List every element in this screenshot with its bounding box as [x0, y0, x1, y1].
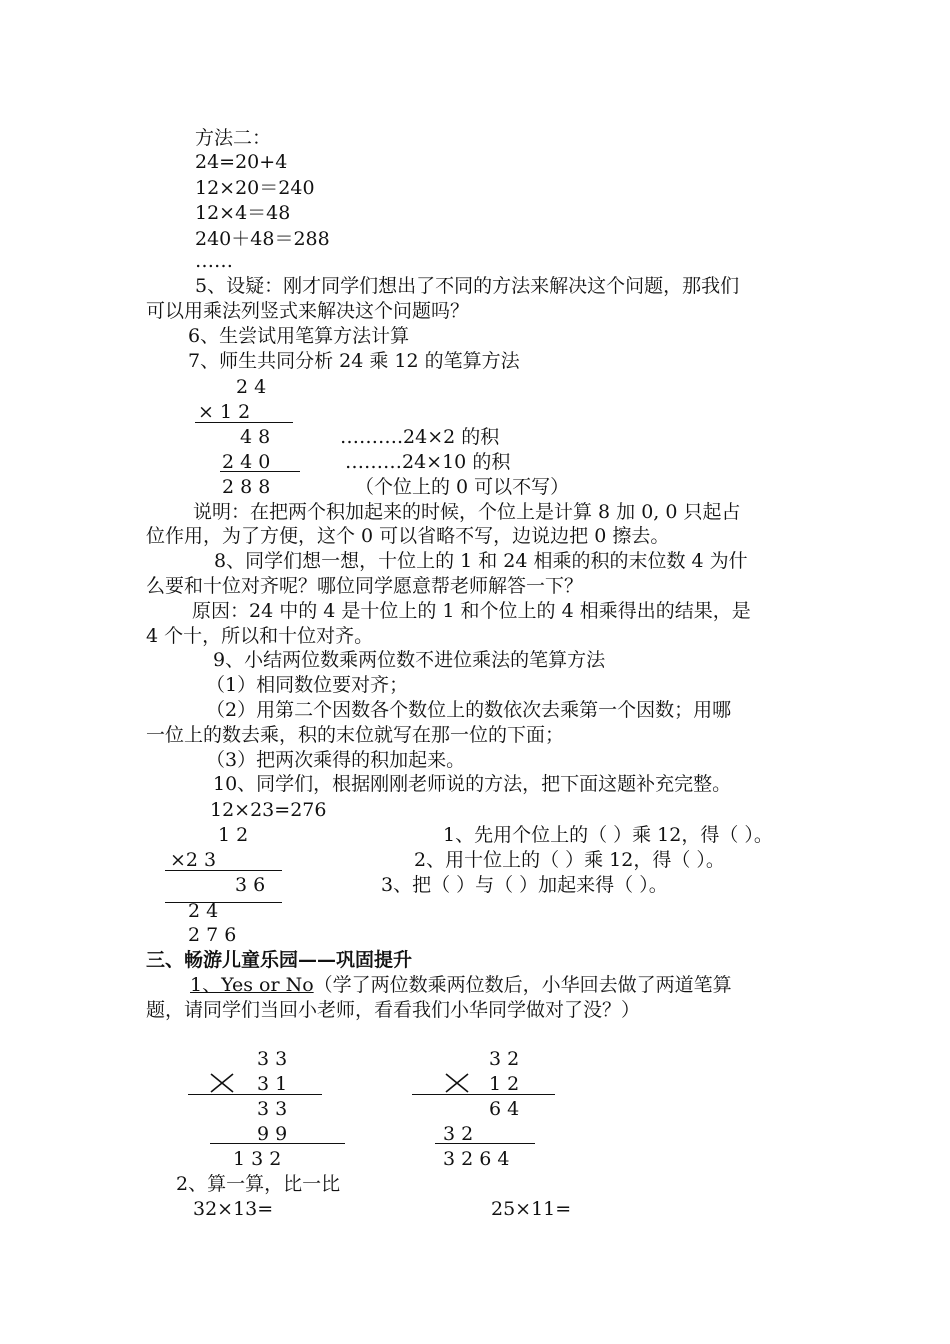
reason-line-1: 原因：24 中的 4 是十位上的 1 和个位上的 4 相乘得出的结果，是 — [192, 600, 751, 622]
step6: 6、生尝试用笔算方法计算 — [188, 325, 410, 347]
method2-line-2: 12×20＝240 — [195, 177, 315, 199]
section3-intro-rest: （学了两位数乘两位数后，小华回去做了两道笔算 — [313, 974, 732, 996]
quizA-times-icon — [209, 1072, 235, 1094]
fill-question-3: 3、把（ ）与（ ）加起来得（ ）。 — [381, 874, 668, 896]
method2-ellipsis: …… — [195, 250, 233, 272]
fill-question-2: 2、用十位上的（ ）乘 12，得（ ）。 — [414, 849, 725, 871]
step7: 7、师生共同分析 24 乘 12 的笔算方法 — [188, 350, 520, 372]
quizB-row3: 6 4 — [489, 1098, 520, 1120]
method2-title: 方法二： — [195, 127, 272, 149]
quizA-row3: 3 3 — [257, 1098, 288, 1120]
calc2-rule-2 — [165, 902, 282, 903]
reason-line-2: 4 个十，所以和十位对齐。 — [146, 625, 374, 647]
section3-intro-line-1 — [190, 973, 732, 997]
calc2-row5: 2 7 6 — [188, 924, 237, 946]
step8-line-2: 么要和十位对齐呢？哪位同学愿意帮老师解答一下？ — [146, 575, 584, 597]
method2-line-4: 240＋48＝288 — [195, 228, 330, 250]
rule-2: （2）用第二个因数各个数位上的数依次去乘第一个因数；用哪 — [206, 699, 732, 721]
quizB-row1: 3 2 — [489, 1048, 520, 1070]
step5-line-1: 5、设疑：刚才同学们想出了不同的方法来解决这个问题，那我们 — [195, 275, 740, 297]
quizB-row4: 3 2 — [443, 1123, 474, 1145]
calc2-rule-1 — [165, 870, 282, 871]
step10: 10、同学们，根据刚刚老师说的方法，把下面这题补充完整。 — [213, 773, 732, 795]
calc1-row4-note: ………24×10 的积 — [345, 451, 511, 473]
calc1-row1: 2 4 — [236, 376, 267, 398]
calc2-row3: 3 6 — [235, 874, 266, 896]
calc2-row2: ×2 3 — [170, 849, 217, 871]
fill-question-1: 1、先用个位上的（ ）乘 12，得（ ）。 — [443, 824, 773, 846]
calc1-rule-1 — [195, 422, 293, 423]
calc1-row5-note: （个位上的 0 可以不写） — [355, 476, 570, 498]
rule-2-cont: 一位上的数去乘，积的末位就写在那一位的下面； — [146, 724, 565, 746]
yes-or-no-label: 1、Yes or No — [190, 974, 314, 996]
rule-3: （3）把两次乘得的积加起来。 — [206, 749, 466, 771]
quizB-times-icon — [444, 1072, 470, 1094]
quizB-rule-1 — [412, 1094, 555, 1095]
quizB-row5: 3 2 6 4 — [443, 1148, 510, 1170]
explain-line-1: 说明：在把两个积加起来的时候，个位上是计算 8 加 0, 0 只起占 — [193, 501, 741, 523]
calc1-row4: 2 4 0 — [222, 451, 271, 473]
calc1-row2: × 1 2 — [198, 401, 251, 423]
quizB-rule-2 — [435, 1143, 535, 1144]
calc1-row3-note: ……….24×2 的积 — [340, 426, 500, 448]
calc1-row5: 2 8 8 — [222, 476, 271, 498]
quizA-rule-2 — [210, 1143, 345, 1144]
compare-right: 25×11= — [491, 1198, 572, 1220]
section3-intro-line-2: 题，请同学们当回小老师，看看我们小华同学做对了没？） — [146, 999, 641, 1021]
quizA-row2: 3 1 — [257, 1073, 288, 1095]
step8-line-1: 8、同学们想一想，十位上的 1 和 24 相乘的积的末位数 4 为什 — [214, 550, 748, 572]
calc1-row3: 4 8 — [240, 426, 271, 448]
method2-line-1: 24=20+4 — [195, 151, 288, 173]
calc1-rule-2 — [220, 471, 300, 472]
calc2-equation: 12×23=276 — [210, 799, 327, 821]
section3-title: 三、畅游儿童乐园——巩固提升 — [146, 949, 413, 971]
step5-line-2: 可以用乘法列竖式来解决这个问题吗？ — [146, 300, 470, 322]
step9: 9、小结两位数乘两位数不进位乘法的笔算方法 — [213, 649, 606, 671]
rule-1: （1）相同数位要对齐； — [206, 674, 409, 696]
quizB-row2: 1 2 — [489, 1073, 520, 1095]
compare-left: 32×13= — [193, 1198, 274, 1220]
calc2-row4: 2 4 — [188, 900, 219, 922]
quizA-rule-1 — [188, 1094, 322, 1095]
compare-title: 2、算一算，比一比 — [176, 1173, 341, 1195]
quizA-row4: 9 9 — [257, 1123, 288, 1145]
quizA-row5: 1 3 2 — [233, 1148, 282, 1170]
method2-line-3: 12×4＝48 — [195, 202, 291, 224]
calc2-row1: 1 2 — [218, 824, 249, 846]
quizA-row1: 3 3 — [257, 1048, 288, 1070]
explain-line-2: 位作用，为了方便，这个 0 可以省略不写，边说边把 0 擦去。 — [146, 525, 670, 547]
